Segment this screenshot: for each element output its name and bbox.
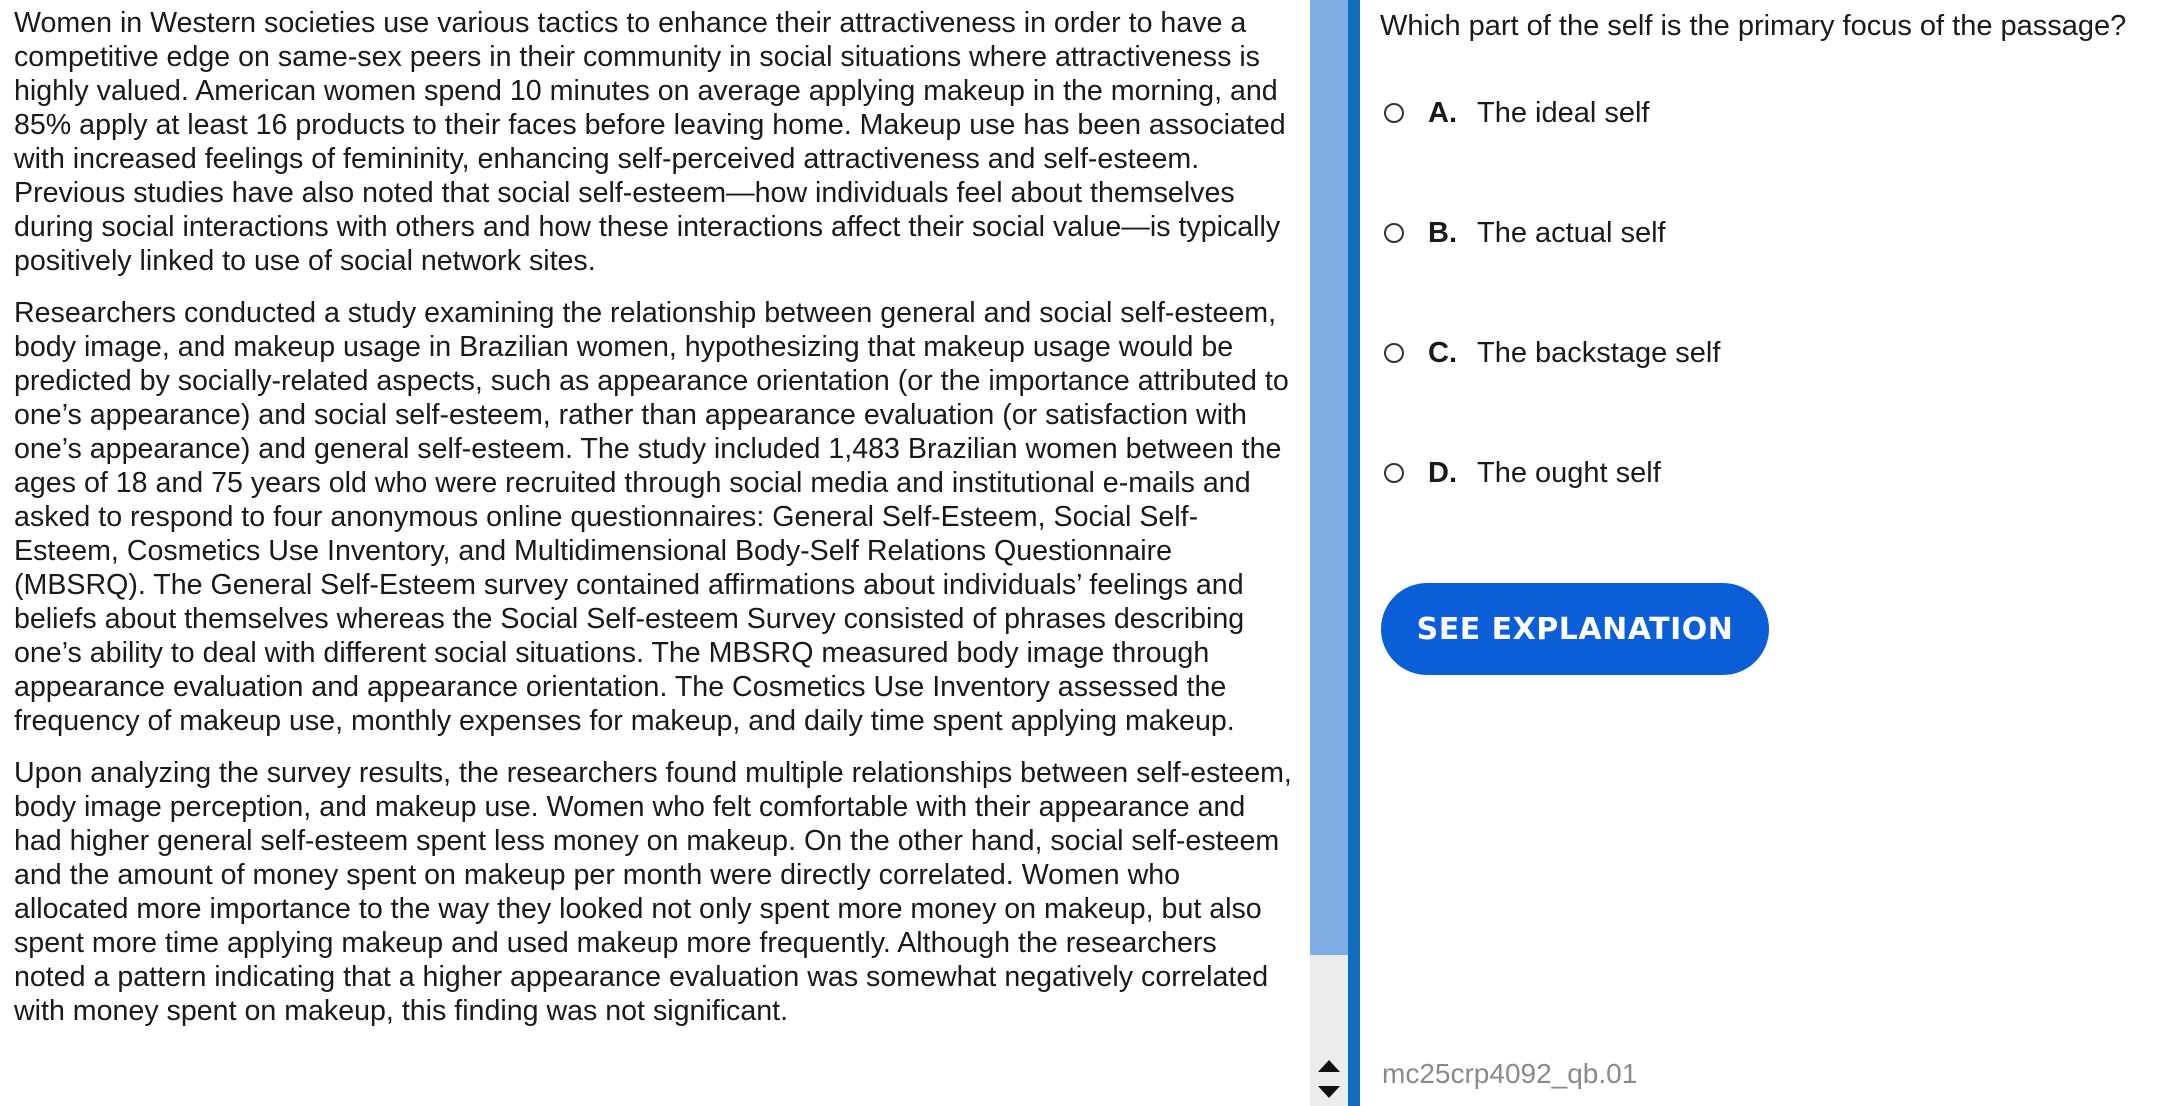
- answer-option-d[interactable]: [1384, 453, 1661, 493]
- passage-paragraph-2: Researchers conducted a study examining the relationship between general and social self-esteem, body image, and makeup usage in Brazilian women, hypothesizing that makeup usage would be predicted by socially-related aspects, such as appearance orientation (or the importance attributed to one’s appearance) and social self-esteem, rather than appearance evaluation (or satisfaction with one’s appearance) and general self-esteem. The study included 1,483 Brazilian women between the ages of 18 and 75 years old who were recruited through social media and institutional e-mails and asked to respond to four anonymous online questionnaires: General Self-Esteem, Social Self-Esteem, Cosmetics Use Inventory, and Multidimensional Body-Self Relations Questionnaire (MBSRQ). The General Self-Esteem survey contained affirmations about individuals’ feelings and beliefs about themselves whereas the Social Self-esteem Survey consisted of phrases describing one’s ability to deal with different social situations. The MBSRQ measured body image through appearance evaluation and appearance orientation. The Cosmetics Use Inventory assessed the frequency of makeup use, monthly expenses for makeup, and daily time spent applying makeup.: [14, 297, 1289, 737]
- panel-divider: [1348, 0, 1360, 1106]
- option-text: The ideal self: [1477, 96, 1650, 129]
- radio-button-icon[interactable]: [1384, 343, 1404, 363]
- option-text: The backstage self: [1477, 336, 1721, 369]
- passage-paragraph-1: Women in Western societies use various tactics to enhance their attractiveness in order to have a competitive edge on same-sex peers in their community in social situations where attractiveness is highly valued. American women spend 10 minutes on average applying makeup in the morning, and 85% apply at least 16 products to their faces before leaving home. Makeup use has been associated with increased feelings of femininity, enhancing self-perceived attractiveness and self-esteem. Previous studies have also noted that social self-esteem—how individuals feel about themselves during social interactions with others and how these interactions affect their social value—is typically positively linked to use of social network sites.: [14, 7, 1286, 277]
- answer-option-a[interactable]: [1384, 93, 1650, 133]
- see-explanation-button[interactable]: SEE EXPLANATION: [1381, 583, 1769, 675]
- question-id-label: mc25crp4092_qb.01: [1382, 1058, 1638, 1089]
- triangle-up-icon: [1317, 1059, 1341, 1073]
- answer-option-b[interactable]: [1384, 213, 1666, 253]
- radio-button-icon[interactable]: [1384, 103, 1404, 123]
- passage-scrollbar[interactable]: [1310, 0, 1348, 1106]
- option-letter: A.: [1428, 96, 1457, 129]
- question-panel: [1380, 0, 2174, 1106]
- scroll-down-button[interactable]: [1310, 1080, 1348, 1104]
- question-stem: Which part of the self is the primary focus of the passage?: [1380, 10, 2127, 42]
- option-text: The ought self: [1477, 456, 1661, 489]
- passage-paragraph-3: Upon analyzing the survey results, the researchers found multiple relationships between self-esteem, body image perception, and makeup use. Women who felt comfortable with their appearance and had higher general self-esteem spent less money on makeup. On the other hand, social self-esteem and the amount of money spent on makeup per month were directly correlated. Women who allocated more importance to the way they looked not only spent more money on makeup, but also spent more time applying makeup and used makeup more frequently. Although the researchers noted a pattern indicating that a higher appearance evaluation was somewhat negatively correlated with money spent on makeup, this finding was not significant.: [14, 757, 1292, 1027]
- option-letter: C.: [1428, 336, 1457, 369]
- radio-button-icon[interactable]: [1384, 463, 1404, 483]
- option-letter: B.: [1428, 216, 1457, 249]
- option-letter: D.: [1428, 456, 1457, 489]
- triangle-down-icon: [1317, 1085, 1341, 1099]
- option-text: The actual self: [1477, 216, 1666, 249]
- scrollbar-thumb[interactable]: [1310, 0, 1348, 955]
- scroll-up-button[interactable]: [1310, 1054, 1348, 1078]
- radio-button-icon[interactable]: [1384, 223, 1404, 243]
- answer-option-c[interactable]: [1384, 333, 1720, 373]
